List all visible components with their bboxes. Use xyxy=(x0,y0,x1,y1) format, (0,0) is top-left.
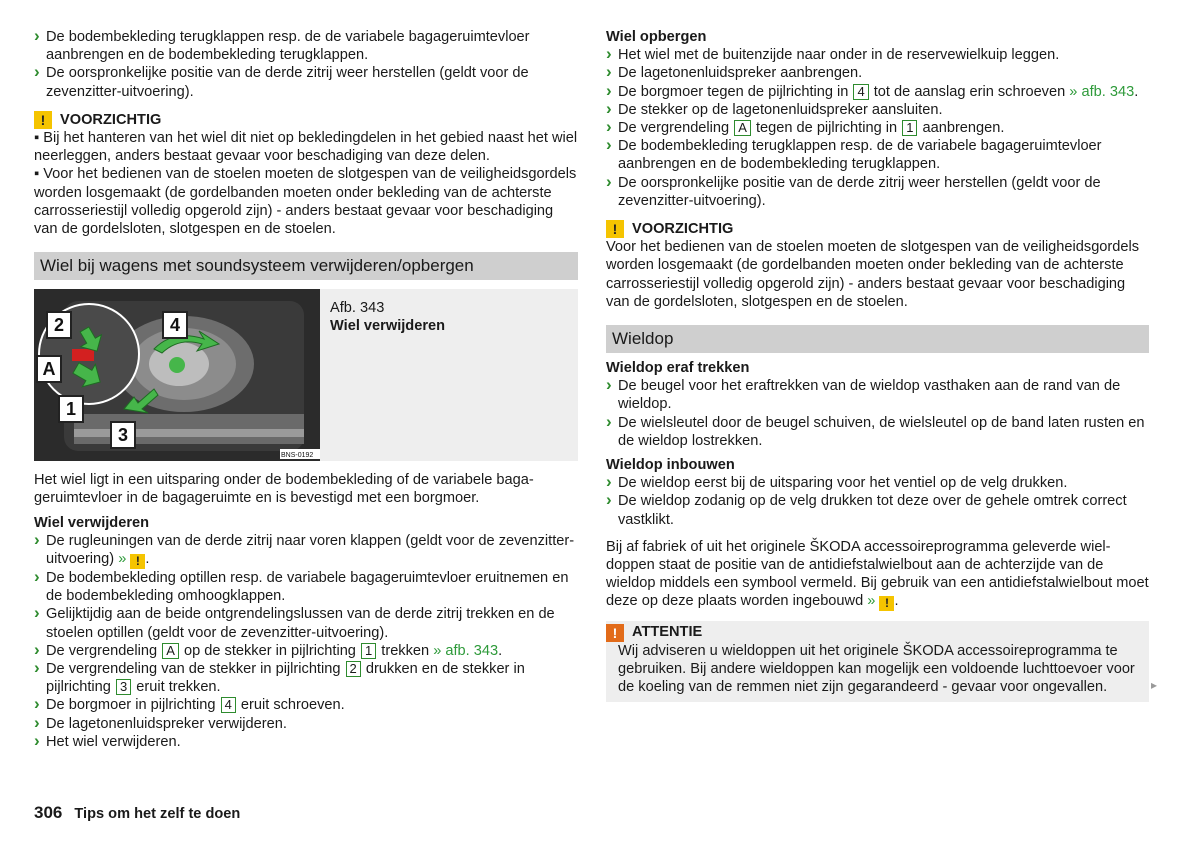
marker-box: 2 xyxy=(346,661,361,677)
attention-icon: ! xyxy=(606,624,624,642)
reference-link[interactable]: » xyxy=(863,593,880,610)
warning-icon: ! xyxy=(130,554,145,569)
subheading: Wiel opbergen xyxy=(606,29,707,45)
section-title: Wieldop xyxy=(606,325,1149,353)
chapter-title: Tips om het zelf te doen xyxy=(74,806,241,822)
list-item: › De lagetonenluidspreker aanbrengen. xyxy=(606,64,1149,82)
list-item: › De wieldop zodanig op de velg drukken tot deze over de gehele omtrek correct vastklikt. xyxy=(606,492,1149,528)
left-column xyxy=(34,28,578,751)
list-item: › De borgmoer in pijlrichting 4 eruit schroeven. xyxy=(34,696,578,714)
figure-caption xyxy=(330,289,445,461)
list-item: › De vergrendeling A tegen de pijlrichting in 1 aanbrengen. xyxy=(606,119,1149,137)
page-footer xyxy=(34,804,240,823)
marker-box: 3 xyxy=(116,679,131,695)
list-item: › Gelijktijdig aan de beide ontgrendelingslussen van de derde zitrij trekken en de stoelen optillen (geldt voor de zevenzitter-uitvoering). xyxy=(34,605,578,641)
caution-header xyxy=(606,220,1149,238)
callout-a: A xyxy=(36,355,62,383)
list-item: › De lagetonenluidspreker verwijderen. xyxy=(34,715,578,733)
figure-link[interactable]: » afb. 343 xyxy=(433,642,499,659)
right-column xyxy=(606,28,1157,702)
warning-icon: ! xyxy=(606,220,624,238)
list-item: › De vergrendeling A op de stekker in pijlrichting 1 trekken » afb. 343. xyxy=(34,642,578,660)
callout-1: 1 xyxy=(58,395,84,423)
subheading: Wiel verwijderen xyxy=(34,514,150,531)
figure-image xyxy=(34,289,320,461)
callout-4: 4 xyxy=(162,311,188,339)
figure xyxy=(34,289,578,461)
caution-label: VOORZICHTIG xyxy=(632,221,734,238)
figure-number: Afb. 343 xyxy=(330,300,385,317)
reference-link[interactable]: » xyxy=(114,551,131,568)
marker-box: A xyxy=(162,643,179,659)
figure-link[interactable]: » afb. 343 xyxy=(1069,83,1135,100)
caution-label: VOORZICHTIG xyxy=(60,111,162,128)
list-item: › De oorspronkelijke positie van de derde zitrij weer herstellen (geldt voor de zevenzitter-uitvoering). xyxy=(606,174,1149,210)
list-item: › De borgmoer tegen de pijlrichting in 4 tot de aanslag erin schroeven » afb. 343. xyxy=(606,83,1149,101)
page-number: 306 xyxy=(34,803,63,822)
attention-label: ATTENTIE xyxy=(632,624,703,641)
marker-box: 1 xyxy=(361,643,376,659)
list-item: › De stekker op de lagetonenluidspreker aansluiten. xyxy=(606,101,1149,119)
caution-item: ▪ Voor het bedienen van de stoelen moeten de slotgespen van de veiligheidsgordels worden losgemaakt (de gordelbanden moeten onder bekleding van de achterste carrosseriestijl volledig opgerold zijn) - anders bestaat gevaar voor beschadiging van de gordelsloten, slotgespen en de stoelen. xyxy=(34,166,577,238)
marker-box: 4 xyxy=(221,697,236,713)
callout-2: 2 xyxy=(46,311,72,339)
subheading: Wieldop inbouwen xyxy=(606,457,735,474)
marker-box: 4 xyxy=(853,84,868,100)
list-item: › De wieldop eerst bij de uitsparing voor het ventiel op de velg drukken. xyxy=(606,474,1149,492)
factory-text: Bij af fabriek of uit het originele ŠKODA accessoireprogramma geleverde wieldoppen staat de positie van de antidiefstalwielbout aan de achterzijde van de wieldop middels een symbool vermeld. Bij gebruik van een antidiefstalwielbout moet deze op deze plaats worden ingebouwd » ! . xyxy=(606,538,1149,611)
caution-header xyxy=(34,111,578,129)
marker-box: 1 xyxy=(902,120,917,136)
list-item: › De vergrendeling van de stekker in pijlrichting 2 drukken en de stekker in pijlrichting 3 eruit trekken. xyxy=(34,660,578,696)
subheading: Wieldop eraf trekken xyxy=(606,360,750,377)
list-item: › De beugel voor het eraftrekken van de wieldop vasthaken aan de rand van de wieldop. xyxy=(606,377,1149,413)
warning-icon: ! xyxy=(879,596,894,611)
section-title: Wiel bij wagens met soundsysteem verwijderen/opbergen xyxy=(34,252,578,280)
caution-text: Voor het bedienen van de stoelen moeten de slotgespen van de veiligheidsgordels worden losgemaakt (de gordelbanden moeten onder bekleding van de achterste carrosseriestijl volledig opgerold zijn) - anders bestaat gevaar voor beschadiging van de gordelsloten, slotgespen en de stoelen. xyxy=(606,239,1140,310)
marker-box: A xyxy=(734,120,751,136)
list-item: › De wielsleutel door de beugel schuiven, de wielsleutel op de band laten rusten en de wieldop lostrekken. xyxy=(606,414,1149,450)
caution-item: ▪ Bij het hanteren van het wiel dit niet op bekledingdelen in het gebied naast het wiel neerleggen, anders bestaat gevaar voor beschadiging van deze delen. xyxy=(34,130,578,165)
attention-header xyxy=(606,621,1137,641)
callout-3: 3 xyxy=(110,421,136,449)
figure-code: BNS-0192 xyxy=(281,452,314,460)
list-item: › De bodembekleding terugklappen resp. de de variabele bagageruimtevloer aanbrengen en de bodembekleding terugklappen. xyxy=(34,28,578,64)
list-item: › De bodembekleding optillen resp. de variabele bagageruimtevloer eruitnemen en de bodembekleding omhoogklappen. xyxy=(34,569,578,605)
warning-icon: ! xyxy=(34,111,52,129)
figure-title: Wiel verwijderen xyxy=(330,318,446,335)
list-item: › De rugleuningen van de derde zitrij naar voren klappen (geldt voor de zevenzitter-uitvoering) » ! . xyxy=(34,532,578,569)
list-item: › De oorspronkelijke positie van de derde zitrij weer herstellen (geldt voor de zevenzitter-uitvoering). xyxy=(34,64,578,100)
list-item: › De bodembekleding terugklappen resp. de de variabele bagageruimtevloer aanbrengen en de bodembekleding terugklappen. xyxy=(606,137,1149,173)
intro-text: Het wiel ligt in een uitsparing onder de bodembekleding of de variabele bagageruimtevloer in de bagageruimte en is bevestigd met een borgmoer. xyxy=(34,472,534,507)
list-item: › Het wiel verwijderen. xyxy=(34,733,578,751)
attention-box xyxy=(606,621,1157,702)
attention-text: Wij adviseren u wieldoppen uit het originele ŠKODA accessoireprogramma te gebruiken. Bij andere wieldoppen kan mogelijk een voldoende luchttoevoer voor de koeling van de remmen niet zijn gegarandeerd - gevaar voor ongevallen. xyxy=(618,642,1135,696)
list-item: › Het wiel met de buitenzijde naar onder in de reservewielkuip leggen. xyxy=(606,46,1149,64)
continue-arrow-icon: ▸ xyxy=(1150,678,1157,693)
